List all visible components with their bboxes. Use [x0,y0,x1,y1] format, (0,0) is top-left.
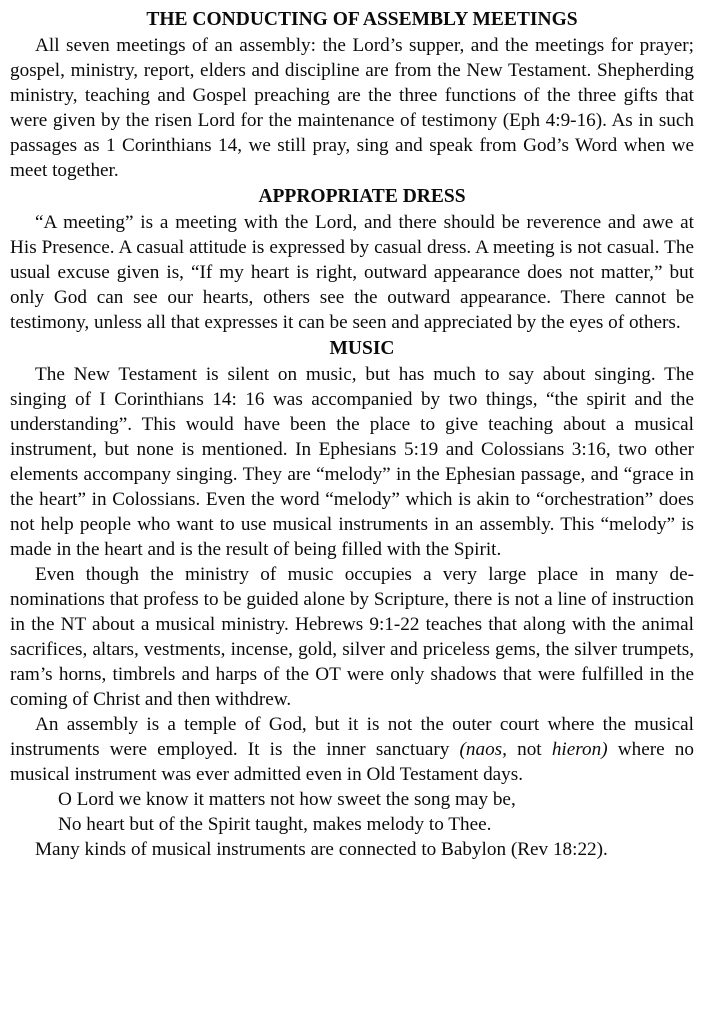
poem-line-2: No heart but of the Spirit taught, makes melody to Thee. [58,814,492,835]
paragraph-appropriate-dress: “A meeting” is a meeting with the Lord, and there should be reverence and awe at His Presence. A casual attitude is expressed by casual dress. A meeting is not casual. The usual excuse given is, “If my heart is right, outward appearance does not matter,” but only God can see our hearts, others see the outward appearance. There cannot be testimony, unless all that expresses it can be seen and appreciated by the eyes of others. [10,212,694,333]
heading-conducting-meetings: THE CONDUCTING OF ASSEMBLY MEETINGS [146,9,578,30]
paragraph-music-3-text-a: An assembly is a temple of God, but it is not the outer court where the musical instruments were employed. It is the inner sanctuary [10,714,694,760]
paragraph-music-3 [10,712,694,787]
italic-naos: (naos, [459,739,507,760]
paragraph-conducting-meetings: All seven meetings of an assembly: the Lord’s supper, and the meetings for prayer; gospel, ministry, report, elders and discipline are from the New Testament. Shepherding ministry, teaching and Gospel preaching are the three functions of the three gifts that were given by the risen Lord for the maintenance of testimony (Eph 4:9-16). As in such passages as 1 Corinthians 14, we still pray, sing and speak from God’s Word when we meet together. [10,35,694,181]
poem-quote [10,787,694,837]
heading-music: MUSIC [329,338,395,359]
paragraph-music-3-text-c: where no musical instrument was ever admitted even in Old Testament days. [10,739,694,785]
paragraph-music-1: The New Testament is silent on music, but has much to say about singing. The singing of I Corinthians 14: 16 was accompanied by two things, “the spirit and the understanding”. This would have been the place to give teaching about a musical instrument, but none is mentioned. In Ephesians 5:19 and Colossians 3:16, two other elements accompany singing. They are “melody” in the Ephesian passage, and “grace in the heart” in Colossians. Even the word “melody” which is akin to “orchestration” does not help people who want to use musical instruments in an assembly. This “melody” is made in the heart and is the result of being filled with the Spirit. [10,364,694,560]
paragraph-music-3-text-b: not [506,739,552,760]
poem-line-1: O Lord we know it matters not how sweet the song may be, [58,789,516,810]
italic-hieron: hieron) [551,739,608,760]
heading-appropriate-dress: APPROPRIATE DRESS [258,186,466,207]
paragraph-music-2: Even though the ministry of music occupies a very large place in many denominations that profess to be guided alone by Scripture, there is not a line of instruction in the NT about a musical ministry. Hebrews 9:1-22 teaches that along with the animal sacrifices, altars, vestments, incense, gold, silver and priceless gems, the silver trumpets, ram’s horns, timbrels and harps of the OT were only shadows that were fulfilled in the coming of Christ and then withdrew. [10,564,694,710]
paragraph-music-4: Many kinds of musical instruments are connected to Babylon (Rev 18:22). [35,839,608,860]
